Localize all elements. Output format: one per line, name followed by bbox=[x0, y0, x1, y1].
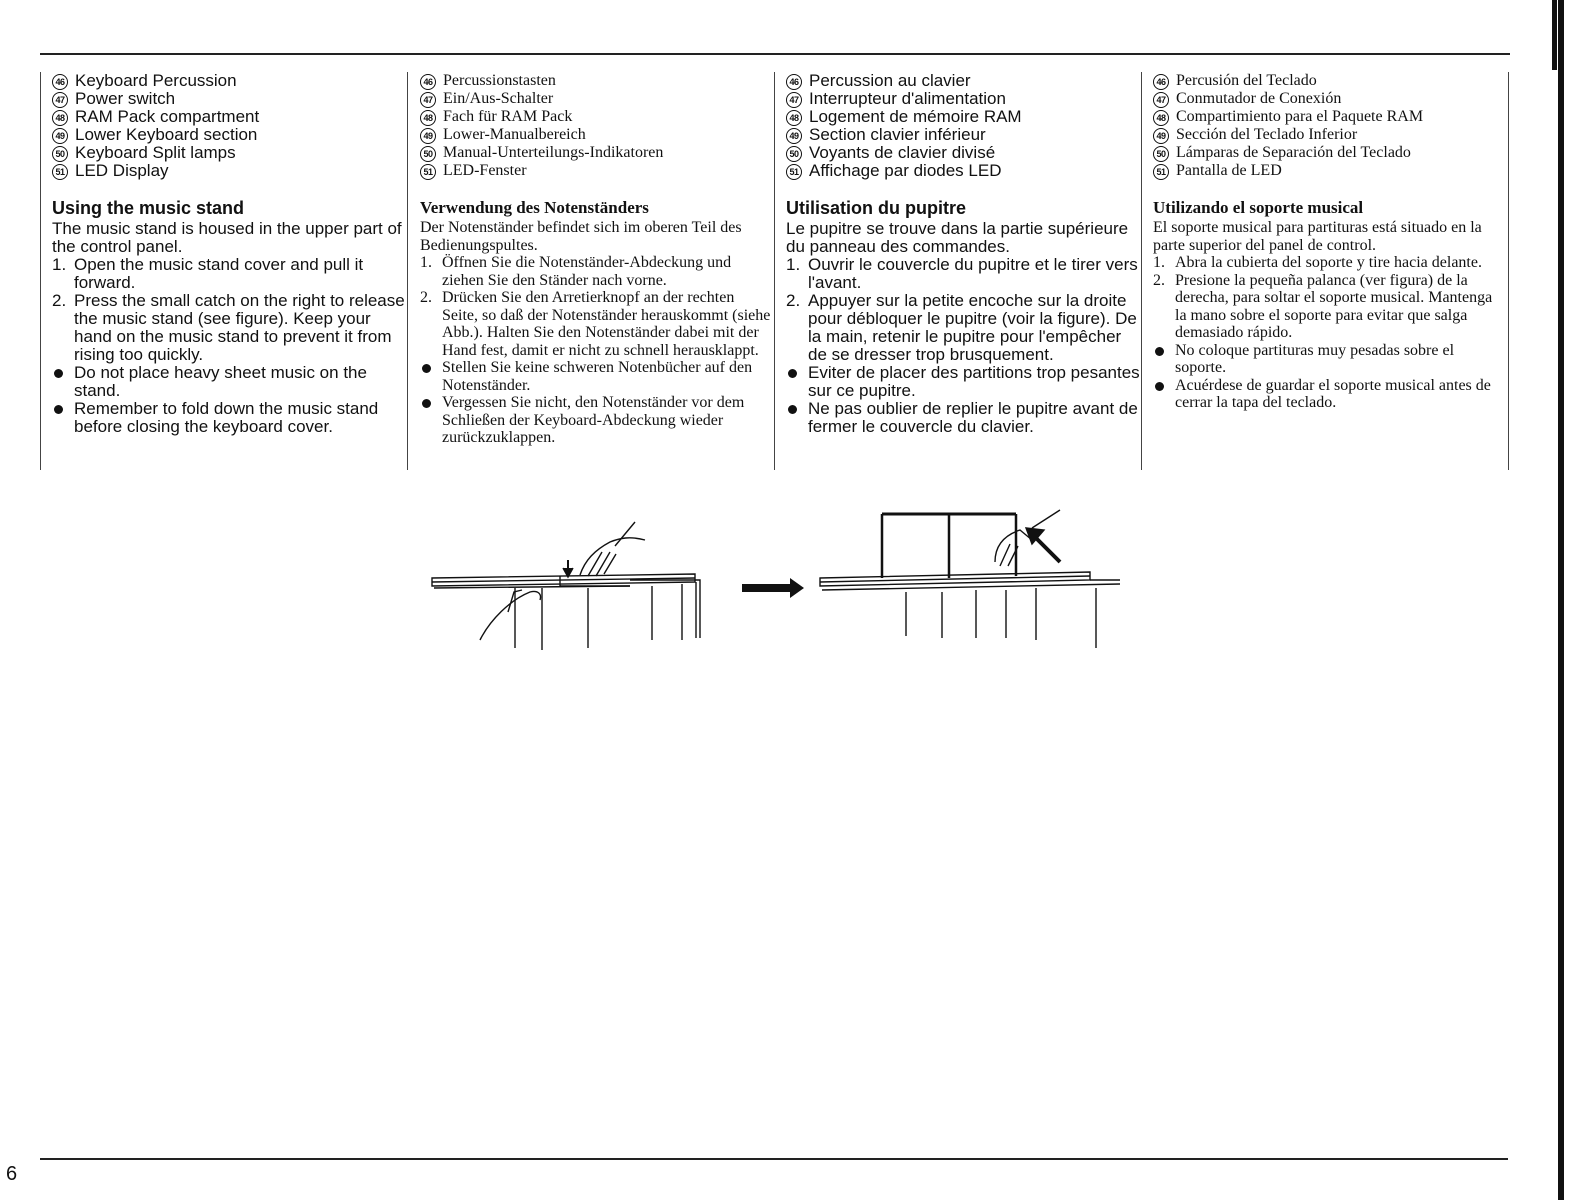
callout-number: 47 bbox=[786, 92, 802, 108]
bottom-rule bbox=[40, 1158, 1508, 1160]
callout-number: 49 bbox=[786, 128, 802, 144]
part-label: Keyboard Split lamps bbox=[75, 143, 236, 162]
note-item: Eviter de placer des partitions trop pesantes sur ce pupitre. bbox=[786, 364, 1140, 400]
step-item bbox=[786, 256, 1140, 292]
part-label: Lower-Manualbereich bbox=[443, 126, 586, 143]
parts-list-item bbox=[52, 108, 406, 126]
parts-list-item bbox=[1153, 144, 1498, 162]
column-divider bbox=[407, 72, 408, 470]
callout-number: 51 bbox=[52, 164, 68, 180]
step-text: Abra la cubierta del soporte y tire hacia delante. bbox=[1175, 254, 1482, 271]
callout-number: 48 bbox=[52, 110, 68, 126]
part-label: Conmutador de Conexión bbox=[1176, 90, 1342, 107]
parts-list-item bbox=[420, 144, 774, 162]
callout-number: 50 bbox=[786, 146, 802, 162]
note-item: No coloque partituras muy pesadas sobre el soporte. bbox=[1153, 342, 1498, 377]
column-french bbox=[786, 72, 1140, 436]
step-item bbox=[1153, 254, 1498, 272]
notes-list bbox=[786, 364, 1140, 436]
note-item: Remember to fold down the music stand before closing the keyboard cover. bbox=[52, 400, 406, 436]
callout-number: 46 bbox=[1153, 74, 1169, 90]
part-label: Interrupteur d'alimentation bbox=[809, 89, 1006, 108]
step-marker: 2. bbox=[420, 289, 432, 306]
parts-list-item bbox=[1153, 72, 1498, 90]
callout-number: 48 bbox=[1153, 110, 1169, 126]
parts-list-item bbox=[52, 90, 406, 108]
callout-number: 49 bbox=[52, 128, 68, 144]
parts-list-item bbox=[420, 90, 774, 108]
parts-list bbox=[786, 72, 1140, 180]
part-label: Voyants de clavier divisé bbox=[809, 143, 996, 162]
callout-number: 50 bbox=[52, 146, 68, 162]
parts-list-item bbox=[786, 126, 1140, 144]
column-divider bbox=[1141, 72, 1142, 470]
callout-number: 46 bbox=[52, 74, 68, 90]
top-rule bbox=[40, 53, 1510, 55]
part-label: Lámparas de Separación del Teclado bbox=[1176, 144, 1411, 161]
figure-raised-stand bbox=[820, 510, 1120, 648]
part-label: Logement de mémoire RAM bbox=[809, 107, 1022, 126]
part-label: Keyboard Percussion bbox=[75, 71, 237, 90]
parts-list-item bbox=[786, 108, 1140, 126]
callout-number: 50 bbox=[1153, 146, 1169, 162]
music-stand-illustration bbox=[420, 500, 1140, 670]
part-label: Ein/Aus-Schalter bbox=[443, 90, 554, 107]
step-item bbox=[52, 292, 406, 364]
intro-text: El soporte musical para partituras está situado en la parte superior del panel de control. bbox=[1153, 219, 1482, 254]
note-item: Stellen Sie keine schweren Notenbücher auf den Notenständer. bbox=[420, 359, 774, 394]
intro-text: Der Notenständer befindet sich im oberen Teil des Bedienungspultes. bbox=[420, 219, 742, 254]
part-label: Pantalla de LED bbox=[1176, 162, 1282, 179]
step-item bbox=[420, 254, 774, 289]
callout-number: 51 bbox=[786, 164, 802, 180]
step-text: Appuyer sur la petite encoche sur la droite pour débloquer le pupitre (voir la figure). De la main, retenir le pupitre pour l'empêcher de se dresser trop brusquement. bbox=[808, 291, 1137, 364]
step-marker: 2. bbox=[52, 291, 67, 310]
column-divider bbox=[774, 72, 775, 470]
step-marker: 1. bbox=[420, 254, 432, 271]
parts-list bbox=[1153, 72, 1498, 180]
notes-list bbox=[52, 364, 406, 436]
parts-list-item bbox=[52, 144, 406, 162]
section-heading: Utilizando el soporte musical bbox=[1153, 198, 1364, 217]
section-heading: Verwendung des Notenständers bbox=[420, 198, 649, 217]
intro-text: Le pupitre se trouve dans la partie supérieure du panneau des commandes. bbox=[786, 219, 1129, 256]
steps-list bbox=[1153, 254, 1498, 342]
part-label: RAM Pack compartment bbox=[75, 107, 260, 126]
note-item: Do not place heavy sheet music on the stand. bbox=[52, 364, 406, 400]
parts-list-item bbox=[786, 162, 1140, 180]
callout-number: 51 bbox=[420, 164, 436, 180]
step-marker: 1. bbox=[786, 255, 801, 274]
part-label: Lower Keyboard section bbox=[75, 125, 258, 144]
intro-text: The music stand is housed in the upper part of the control panel. bbox=[52, 219, 402, 256]
parts-list-item bbox=[1153, 126, 1498, 144]
parts-list bbox=[52, 72, 406, 180]
notes-list bbox=[420, 359, 774, 447]
step-marker: 2. bbox=[1153, 271, 1165, 289]
callout-number: 47 bbox=[52, 92, 68, 108]
part-label: Sección del Teclado Inferior bbox=[1176, 126, 1358, 143]
step-item bbox=[52, 256, 406, 292]
step-item bbox=[1153, 272, 1498, 342]
section-heading: Utilisation du pupitre bbox=[786, 198, 966, 218]
step-item bbox=[420, 289, 774, 359]
note-item: Vergessen Sie nicht, den Notenständer vor dem Schließen der Keyboard-Abdeckung wieder zurückzuklappen. bbox=[420, 394, 774, 447]
step-text: Presione la pequeña palanca (ver figura) de la derecha, para soltar el soporte musical. Mantenga la mano sobre el soporte para evitar que salga demasiado rápido. bbox=[1175, 271, 1493, 341]
parts-list bbox=[420, 72, 774, 180]
part-label: Fach für RAM Pack bbox=[443, 108, 573, 125]
callout-number: 46 bbox=[786, 74, 802, 90]
step-item bbox=[786, 292, 1140, 364]
callout-number: 50 bbox=[420, 146, 436, 162]
parts-list-item bbox=[786, 144, 1140, 162]
note-item: Ne pas oublier de replier le pupitre avant de fermer le couvercle du clavier. bbox=[786, 400, 1140, 436]
column-divider bbox=[1508, 72, 1509, 470]
steps-list bbox=[420, 254, 774, 359]
part-label: Power switch bbox=[75, 89, 176, 108]
part-label: Affichage par diodes LED bbox=[809, 161, 1002, 180]
part-label: Percussion au clavier bbox=[809, 71, 971, 90]
part-label: LED-Fenster bbox=[443, 162, 527, 179]
step-marker: 2. bbox=[786, 291, 801, 310]
callout-number: 48 bbox=[420, 110, 436, 126]
parts-list-item bbox=[420, 126, 774, 144]
column-divider bbox=[40, 72, 41, 470]
parts-list-item bbox=[420, 108, 774, 126]
step-text: Drücken Sie den Arretierknopf an der rechten Seite, so daß der Notenständer herauskommt (siehe Abb.). Halten Sie den Notenständer dabei mit der Hand fest, damit er nicht zu schnell herausklappt. bbox=[442, 289, 771, 359]
callout-number: 47 bbox=[420, 92, 436, 108]
part-label: LED Display bbox=[75, 161, 169, 180]
part-label: Percussionstasten bbox=[443, 72, 556, 89]
step-text: Open the music stand cover and pull it forward. bbox=[74, 255, 364, 292]
section-heading: Using the music stand bbox=[52, 198, 245, 218]
steps-list bbox=[786, 256, 1140, 364]
step-text: Press the small catch on the right to release the music stand (see figure). Keep your hand on the music stand to prevent it from rising too quickly. bbox=[74, 291, 405, 364]
parts-list-item bbox=[52, 126, 406, 144]
parts-list-item bbox=[52, 162, 406, 180]
page-number: 6 bbox=[6, 1163, 18, 1185]
page-edge-bar bbox=[1558, 0, 1564, 1200]
page-edge-mark bbox=[1552, 0, 1557, 70]
step-marker: 1. bbox=[1153, 254, 1165, 271]
part-label: Percusión del Teclado bbox=[1176, 72, 1317, 89]
parts-list-item bbox=[420, 162, 774, 180]
column-german bbox=[420, 72, 774, 447]
parts-list-item bbox=[1153, 108, 1498, 126]
part-label: Manual-Unterteilungs-Indikatoren bbox=[443, 144, 664, 161]
callout-number: 47 bbox=[1153, 92, 1169, 108]
step-marker: 1. bbox=[52, 255, 67, 274]
parts-list-item bbox=[420, 72, 774, 90]
notes-list bbox=[1153, 342, 1498, 412]
column-spanish bbox=[1153, 72, 1498, 412]
figure-arrow bbox=[742, 578, 804, 598]
step-text: Öffnen Sie die Notenständer-Abdeckung und ziehen Sie den Ständer nach vorne. bbox=[442, 254, 732, 289]
part-label: Section clavier inférieur bbox=[809, 125, 986, 144]
parts-list-item bbox=[52, 72, 406, 90]
callout-number: 46 bbox=[420, 74, 436, 90]
part-label: Compartimiento para el Paquete RAM bbox=[1176, 108, 1424, 125]
callout-number: 51 bbox=[1153, 164, 1169, 180]
parts-list-item bbox=[786, 90, 1140, 108]
callout-number: 49 bbox=[1153, 128, 1169, 144]
callout-number: 48 bbox=[786, 110, 802, 126]
parts-list-item bbox=[1153, 90, 1498, 108]
figure-open-cover bbox=[432, 522, 700, 650]
note-item: Acuérdese de guardar el soporte musical antes de cerrar la tapa del teclado. bbox=[1153, 377, 1498, 412]
step-text: Ouvrir le couvercle du pupitre et le tirer vers l'avant. bbox=[808, 255, 1138, 292]
parts-list-item bbox=[786, 72, 1140, 90]
callout-number: 49 bbox=[420, 128, 436, 144]
column-english bbox=[52, 72, 406, 436]
steps-list bbox=[52, 256, 406, 364]
parts-list-item bbox=[1153, 162, 1498, 180]
